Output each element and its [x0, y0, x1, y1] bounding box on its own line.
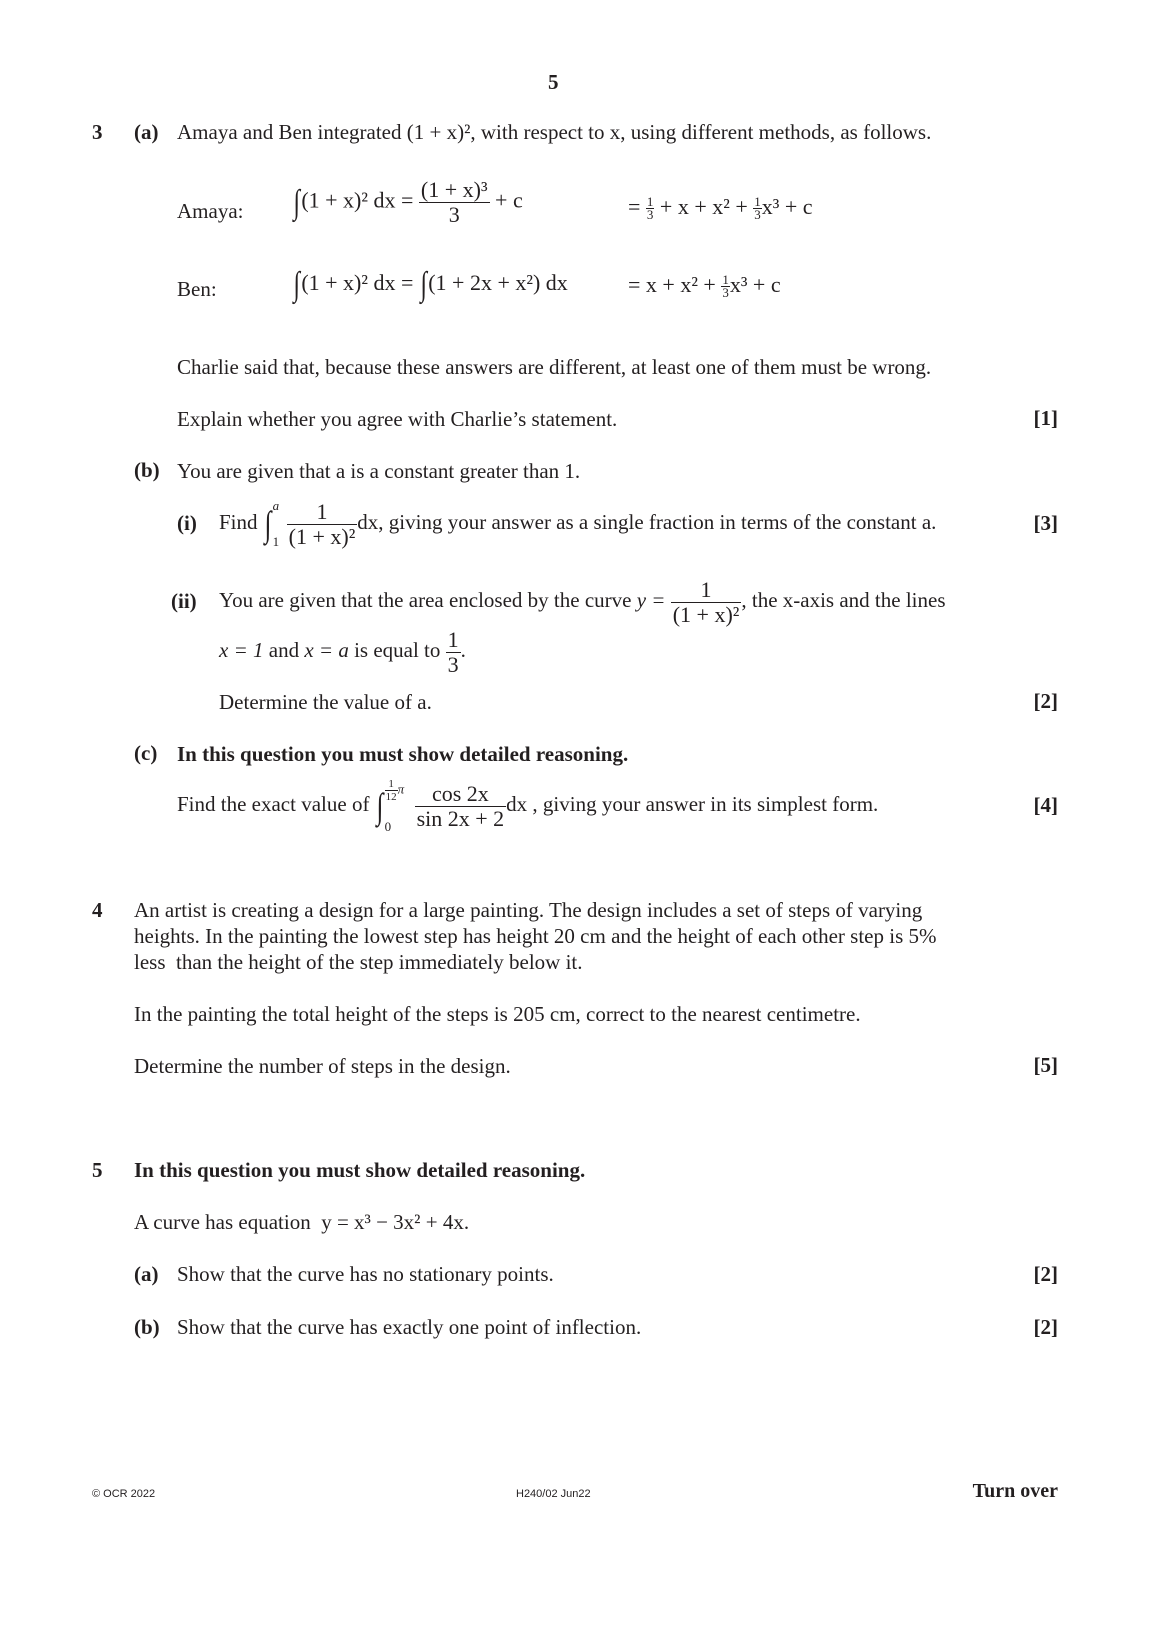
q3c-lower: 0 — [384, 819, 392, 835]
q5a-text: Show that the curve has no stationary points. — [177, 1262, 554, 1286]
q3bii-and: and — [268, 638, 300, 662]
ben-rhs-end: x³ + c — [729, 272, 781, 297]
q5a-marks: [2] — [1033, 1262, 1058, 1286]
q3bii-label: (ii) — [171, 589, 197, 613]
q3bii-determine: Determine the value of a. — [219, 690, 432, 714]
amaya-rhs-end: x³ + c — [761, 194, 813, 219]
q3bii-xa: x = a — [304, 638, 349, 662]
small-num: 1 — [646, 194, 654, 210]
amaya-den: 3 — [448, 202, 460, 227]
q4-line3: less than the height of the step immediately below it. — [134, 950, 583, 974]
q5-number: 5 — [92, 1158, 103, 1182]
amaya-rhs-tail: + x + x² + — [659, 194, 748, 219]
ben-rhs-lead: = x + x² + — [628, 272, 716, 297]
q5a-label: (a) — [134, 1262, 159, 1286]
amaya-label: Amaya: — [177, 199, 244, 223]
q3bii-y: y = — [636, 588, 666, 612]
amaya-third-2 — [753, 196, 762, 221]
amaya-fraction — [419, 178, 490, 227]
q3bii-line2 — [219, 625, 466, 677]
q5-curve: A curve has equation y = x³ − 3x² + 4x. — [134, 1210, 470, 1234]
q3bii-num: 1 — [671, 578, 742, 603]
q3bi-upper: a — [272, 498, 280, 514]
q4-line5: Determine the number of steps in the design. — [134, 1054, 511, 1078]
q4-line4: In the painting the total height of the steps is 205 cm, correct to the nearest centimetre. — [134, 1002, 861, 1026]
q3bii-is-equal: is equal to — [354, 638, 441, 662]
amaya-expansion — [628, 194, 813, 221]
ben-equation: ∫(1 + x)² dx = ∫(1 + 2x + x²) dx — [293, 266, 568, 303]
q3c-label: (c) — [134, 741, 158, 765]
q5b-marks: [2] — [1033, 1315, 1058, 1339]
q3a-explain: Explain whether you agree with Charlie’s statement. — [177, 407, 618, 431]
amaya-num: (1 + x)³ — [420, 177, 488, 202]
q3bii-marks: [2] — [1033, 689, 1058, 713]
q3c-upper — [385, 778, 405, 803]
q3c-fraction — [415, 782, 507, 831]
q3bii-fraction — [671, 578, 742, 627]
q3bi-marks: [3] — [1033, 511, 1058, 535]
amaya-c: + c — [495, 187, 523, 213]
q3bi-text: Find ∫ a 1 $\frac{1}{\text{(1 + x)²}}$ dx, giving your answer as a single fraction in terms of the constant a. — [219, 498, 937, 550]
q3c-upper-num: 1 — [385, 778, 398, 791]
q3bii-third-num: 1 — [447, 626, 459, 652]
ben-mid: (1 + 2x + x²) dx — [428, 270, 568, 296]
q4-number: 4 — [92, 898, 103, 922]
q3bii-text1: You are given that the area enclosed by the curve — [219, 588, 632, 612]
q5b-text: Show that the curve has exactly one point of inflection. — [177, 1315, 642, 1339]
ben-label: Ben: — [177, 277, 217, 301]
small-den: 3 — [646, 207, 654, 223]
q3c-den: sin 2x + 2 — [416, 805, 505, 831]
q3c-find: Find the exact value of — [177, 792, 370, 816]
q3bii-den: (1 + x)² — [672, 601, 740, 627]
q3bi-den: (1 + x)² — [288, 523, 356, 549]
q3bi-num: 1 — [287, 500, 358, 525]
amaya-third-1 — [646, 196, 655, 221]
q3bi-label: (i) — [177, 511, 197, 535]
q3-number: 3 — [92, 120, 103, 144]
q3a-label: (a) — [134, 120, 159, 144]
q4-line2: heights. In the painting the lowest step has height 20 cm and the height of each other step is 5% — [134, 924, 937, 948]
q3c-heading: In this question you must show detailed reasoning. — [177, 742, 629, 766]
q3bi-fraction — [287, 500, 358, 549]
q3a-marks: [1] — [1033, 406, 1058, 430]
q3bii-text2: , the x-axis and the lines — [741, 588, 946, 612]
small-num: 1 — [722, 272, 729, 288]
small-den: 3 — [722, 285, 729, 301]
page-number: 5 — [548, 70, 559, 94]
q3bii-x1: x = 1 — [219, 638, 264, 662]
q3bii-text — [219, 575, 946, 627]
ben-expansion — [628, 272, 781, 299]
amaya-lhs: (1 + x)² dx = — [301, 187, 414, 213]
q3bi-limits — [273, 499, 287, 549]
ben-lhs: (1 + x)² dx = — [301, 270, 414, 296]
amaya-equation: ∫(1 + x)² dx = $\frac{\text{(1 + x)³}}{3}$ + c — [293, 177, 523, 227]
ben-third — [721, 274, 730, 299]
q3c-text: Find the exact value of ∫ $\frac{1}{12}$ π 0 $\frac{\cos 2x}{\sin 2x + 2}$ dx , giving your answer in its simplest form. — [177, 778, 879, 835]
q5-heading: In this question you must show detailed reasoning. — [134, 1158, 586, 1182]
q3c-tail: dx , giving your answer in its simplest form. — [506, 792, 879, 816]
small-den: 3 — [754, 207, 761, 223]
q3c-upper-den: 12 — [385, 791, 397, 804]
q4-line1: An artist is creating a design for a large painting. The design includes a set of steps of varying — [134, 898, 923, 922]
q3c-num: cos 2x — [415, 782, 507, 807]
q3bi-lower: 1 — [272, 534, 280, 550]
q3c-upper-pi: π — [397, 781, 405, 797]
small-num: 1 — [754, 194, 761, 210]
amaya-rhs-lead: = — [628, 194, 641, 219]
q5b-label: (b) — [134, 1315, 160, 1339]
q3bii-period: . — [460, 638, 466, 662]
footer-turn-over: Turn over — [972, 1480, 1058, 1502]
q3bii-third — [446, 628, 461, 677]
q3b-label: (b) — [134, 458, 160, 482]
charlie-statement: Charlie said that, because these answers are different, at least one of them must be wrong. — [177, 355, 932, 379]
q3c-limits — [385, 778, 415, 834]
q3bii-third-den: 3 — [447, 651, 459, 677]
q3b-intro: You are given that a is a constant greater than 1. — [177, 459, 581, 483]
q4-marks: [5] — [1033, 1053, 1058, 1077]
footer-copyright: © OCR 2022 — [92, 1488, 156, 1500]
q3bi-tail: dx, giving your answer as a single fraction in terms of the constant a. — [357, 510, 937, 534]
q3a-intro: Amaya and Ben integrated (1 + x)², with respect to x, using different methods, as follows. — [177, 120, 932, 144]
q3bi-find: Find — [219, 510, 258, 534]
footer-code: H240/02 Jun22 — [516, 1488, 591, 1500]
q3c-marks: [4] — [1033, 793, 1058, 817]
